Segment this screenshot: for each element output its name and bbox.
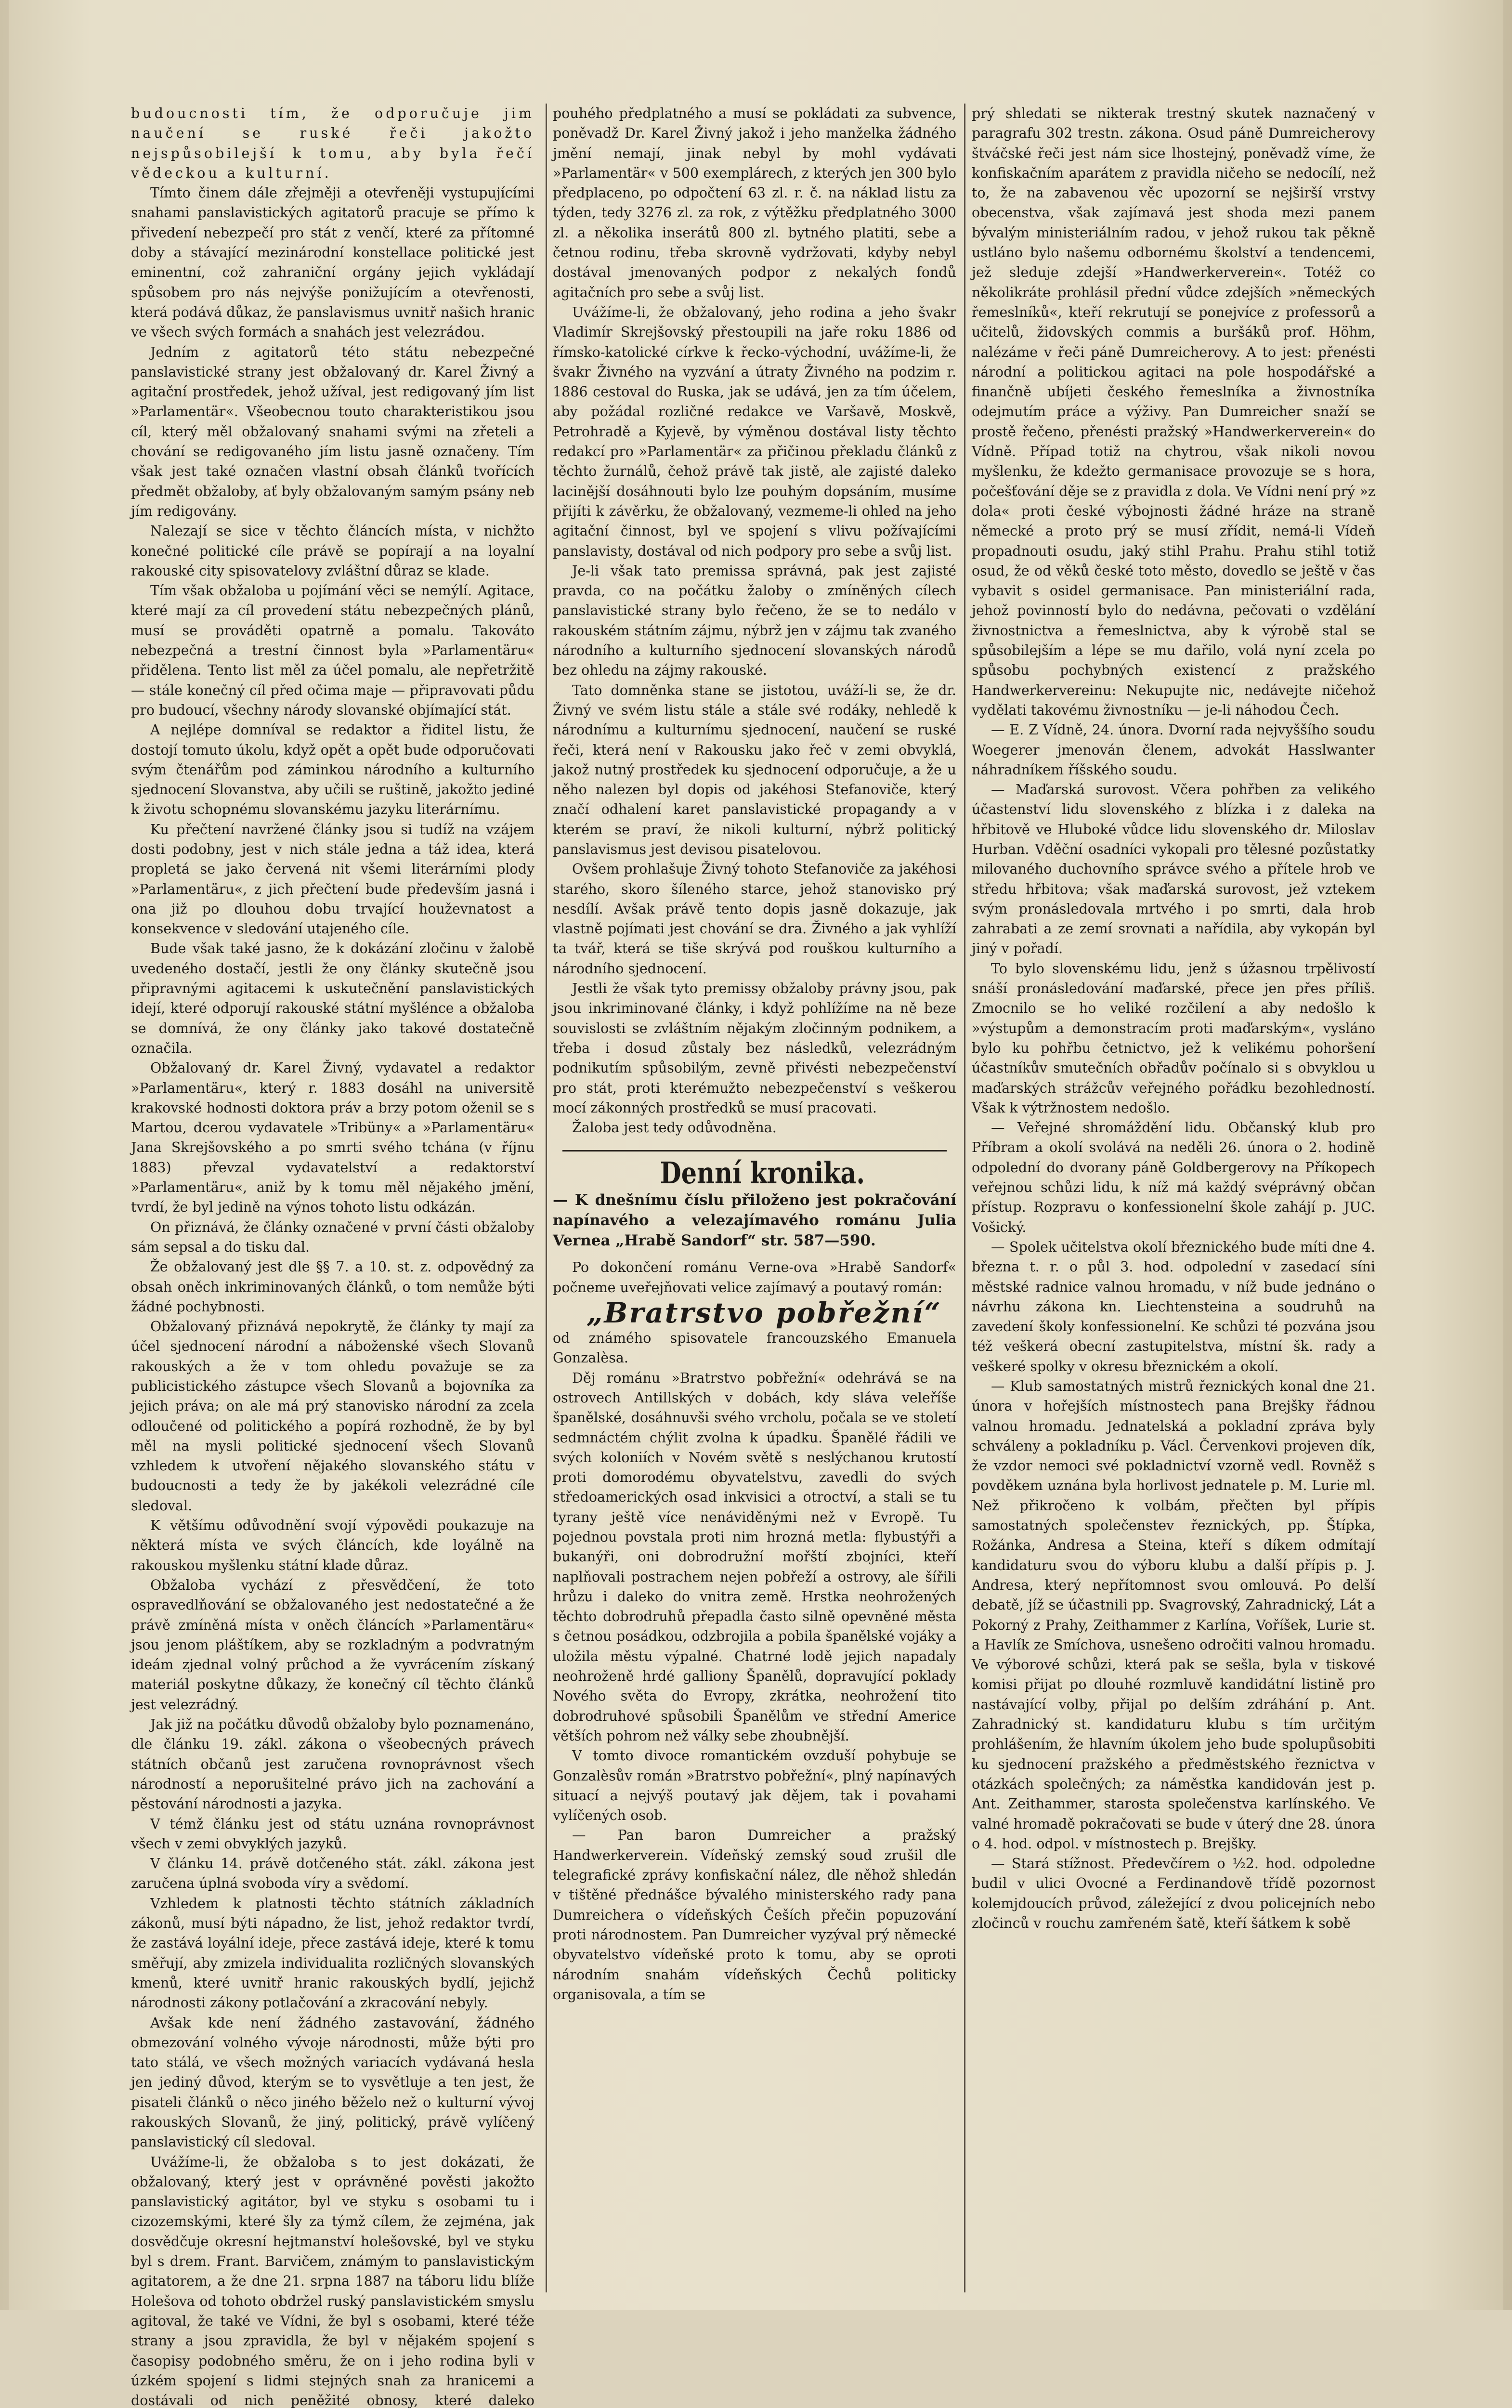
- paragraph: Bude však také jasno, že k dokázání zločinu v žalobě uvedeného dostačí, jestli že ony články skutečně jsou připravnými agitacemi k uskutečnění panslavistických idejí, které odporují rakouské státní myšlénce a obžaloba se domnívá, že ony články jako takové dostatečně označila.: [131, 941, 534, 1056]
- section-divider: [562, 1150, 947, 1152]
- paragraph: Vzhledem k platnosti těchto státních základních zákonů, musí býti nápadno, že list, jehož redaktor tvrdí, že zastává loyální ideje, přece zastává ideje, které k tomu směřují, aby zmizela individualita rozličných slovanských kmenů, které uvnitř hranic rakouských bydlí, jejichž národnosti zákony potlačování a zkracování nebyly.: [131, 1895, 534, 2011]
- paragraph: Uvážíme-li, že obžalovaný, jeho rodina a jeho švakr Vladimír Skrejšovský přestoupili na jaře roku 1886 od římsko-katolické církve k řecko-východní, uvážíme-li, že švakr Živného na vyzvání a útraty Živného na podzim r. 1886 cestoval do Ruska, jak se udává, jen za tím účelem, aby požádal rozličné redakce ve Varšavě, Moskvě, Petrohradě a Kyjevě, by výměnou dostával listy těchto redakcí pro »Parlamentär« za přičinou překladu článků z těchto žurnálů, čehož právě tak jistě, ale zajisté daleko lacinější dosáhnouti bylo lze pouhým dopsáním, musíme přijíti k závěrku, že obžalovaný, vezmeme-li ohled na jeho agitační činnost, byl ve spojení s vlivu požívajícími panslavisty, dostával od nich podpory pro sebe a svůj list.: [553, 304, 956, 559]
- paragraph: — Veřejné shromáždění lidu. Občanský klub pro Příbram a okolí svolává na neděli 26. února o 2. hodině odpolední do dvorany páně Goldbergerovy na Příkopech veřejnou schůzi lidu, k níž má každý svéprávný občan přístup. Rozpravu o konfessionelní škole zahájí p. JUC. Vošický.: [972, 1120, 1375, 1235]
- paragraph: Po dokončení románu Verne-ova »Hrabě Sandorf« počneme uveřejňovati velice zajímavý a poutavý román:: [553, 1259, 956, 1296]
- page-edge: [1503, 0, 1512, 2310]
- paragraph: — Pan baron Dumreicher a pražský Handwerkerverein. Vídeňský zemský soud zrušil dle telegrafické zprávy konfiskační nález, dle něhož shledán v tištěné přednášce bývalého ministerského rady pana Dumreichera o vídeňských Češích přečin popuzování proti národnostem. Pan Dumreicher vyzýval prý německé obyvatelstvo vídeňské proto k tomu, aby se oproti národním snahám vídeňských Čechů politicky organisovala, a tím se: [553, 1827, 956, 2002]
- novel-title: „Bratrstvo pobřežní“: [587, 1296, 942, 1330]
- paragraph: — E. Z Vídně, 24. února. Dvorní rada nejvyššího soudu Woegerer jmenován členem, advokát Hasslwanter náhradníkem říšského soudu.: [972, 722, 1375, 778]
- paragraph: Je-li však tato premissa správná, pak jest zajisté pravda, co na počátku žaloby o zmíněných cílech panslavistické strany bylo řečeno, že se to nedálo v rakouském státním zájmu, nýbrž jen v zájmu tak zvaného národního a kulturního sjednocení slovanských národů bez ohledu na zájmy rakouské.: [553, 563, 956, 679]
- paragraph: Žaloba jest tedy odůvodněna.: [572, 1120, 777, 1136]
- paragraph: Ovšem prohlašuje Živný tohoto Stefanoviče za jakéhosi starého, skoro šíleného starce, jehož stanovisko prý nesdílí. Avšak právě tento dopis jasně dokazuje, jak vlastně pojímati jest chování se dra. Živného a jak vyhlíží ta tvář, která se tiše skrývá pod rouškou kulturního a národního sjednocení.: [553, 861, 956, 977]
- page-edge: [0, 0, 9, 2310]
- paragraph: Tímto činem dále zřejměji a otevřeněji vystupujícími snahami panslavistických agitatorů pracuje se přímo k přivedení nebezpečí pro stát z venčí, které za přítomné doby a stávající mezinárodní konstellace politické jest eminentní, což zahraniční orgány jejich vykládají spůsobem pro nás nejvýše ponižujícím a otevřenosti, která podává důkaz, že panslavismus uvnitř našich hranic ve všech svých formách a snahách jest velezrádou.: [131, 185, 534, 340]
- paragraph: V článku 14. právě dotčeného stát. zákl. zákona jest zaručena úplná svoboda víry a svědomí.: [131, 1856, 534, 1892]
- paragraph: Ku přečtení navržené články jsou si tudíž na vzájem dosti podobny, jest v nich stále jedna a táž idea, která propletá se jako červená nit všemi literárními plody »Parlamentäru«, z jich přečtení bude především jasná i ona již po dlouhou dobu trvající houževnatost a konsekvence v sledování utajeného cíle.: [131, 821, 534, 937]
- paragraph: — Spolek učitelstva okolí březnického bude míti dne 4. března t. r. o půl 3. hod. odpolední v zasedací síni městské radnice valnou hromadu, v níž bude jednáno o návrhu zákona kn. Liechtensteina a soudruhů na zavedení školy konfessionelní. Ke schůzi té pozvána jsou též veškerá obecní zastupitelstva, místní šk. rady a veškeré spolky v okresu březnickém a okolí.: [972, 1239, 1375, 1374]
- paragraph: budoucnosti tím, že odporučuje jim naučení se ruské řeči jakožto nejspůsobilejší k tomu, aby byla řečí vědeckou a kulturní.: [131, 105, 534, 181]
- paragraph: — Stará stížnost. Předevčírem o ½2. hod. odpoledne budil v ulici Ovocné a Ferdinandově třídě pozornost kolemjdoucích průvod, záležející z dvou policejních nebo zločinců v rouchu zamřeném šatě, kteří šátkem k sobě: [972, 1856, 1375, 1932]
- paragraph: Avšak kde není žádného zastavování, žádného obmezování volného vývoje národnosti, může býti pro tato stálá, ve všech možných variacích vydávaná hesla jen jediný důvod, kterým se to vysvětluje a ten jest, že pisateli článků o něco jiného běželo než o kulturní vývoj rakouských Slovanů, že jiný, politický, právě vylíčený panslavistický cíl sledoval.: [131, 2015, 534, 2150]
- paragraph: V témž článku jest od státu uznána rovnoprávnost všech v zemi obvyklých jazyků.: [131, 1816, 534, 1852]
- paragraph: V tomto divoce romantickém ovzduší pohybuje se Gonzalèsův román »Bratrstvo pobřežní«, plný napínavých situací a nejvýš poutavý jak dějem, tak i povahami vylíčených osob.: [553, 1748, 956, 1824]
- paragraph: od známého spisovatele francouzského Emanuela Gonzalèsa.: [553, 1330, 956, 1366]
- column-2: [553, 104, 956, 2292]
- column-3: [972, 104, 1375, 2292]
- paragraph: pouhého předplatného a musí se pokládati za subvence, poněvadž Dr. Karel Živný jakož i jeho manželka žádného jmění nemají, jinak nebyl by mohl vydávati »Parlamentär« v 500 exemplárech, z kterých jen 300 bylo předplaceno, po odpočtení 63 zl. r. č. na náklad listu za týden, tedy 3276 zl. za rok, z výtěžku předplatného 3000 zl. a několika inserátů 800 zl. bytného platiti, sebe a četnou rodinu, třeba skrovně vydržovati, kdyby nebyl dostával jmenovaných podpor z nekalých fondů agitačních pro sebe a svůj list.: [553, 105, 956, 301]
- paragraph: Děj románu »Bratrstvo pobřežní« odehrává se na ostrovech Antillských v dobách, kdy sláva veleříše španělské, dosáhnuvši svého vrcholu, počala se ve století sedmnáctém chýlit zvolna k úpadku. Španělé řádili ve svých koloniích v Novém světě s neslýchanou krutostí proti domorodému obyvatelstvu, zavedli do svých středoamerických osad inkvisici a otroctví, a stali se tu tyrany ještě více nenáviděnými než v Evropě. Tu pojednou povstala proti nim hrozná metla: flybustýři a bukanýři, oni dobrodružní mořští zbojníci, kteří naplňovali postrachem nejen pobřeží a ostrovy, ale šířili hrůzu i daleko do vnitra země. Hrstka neohrožených těchto dobrodruhů přepadla často silně opevněné města s četnou posádkou, odzbrojila a pobila španělské vojáky a uložila městu výpalné. Chatrné lodě jejich napadaly neohroženě hrdé galliony Španělů, dopravující poklady Nového světa do Evropy, zkrátka, neohrožení tito dobrodruhové spůsobili Španělům ve střední Americe větších pohrom než války sebe zhoubnější.: [553, 1370, 956, 1744]
- paragraph: A nejlépe domníval se redaktor a řiditel listu, že dostojí tomuto úkolu, když opět a opět bude odporučovati svým čtenářům pod záminkou národního a kulturního sjednocení Slovanstva, aby učili se ruštině, jakožto jediné k životu schopnému slovanskému jazyku literárnímu.: [131, 722, 534, 818]
- paragraph: On přiznává, že články označené v první části obžaloby sám sepsal a do tisku dal.: [131, 1219, 534, 1255]
- paragraph: Obžalovaný dr. Karel Živný, vydavatel a redaktor »Parlamentäru«, který r. 1883 dosáhl na universitě krakovské hodnosti doktora práv a brzy potom oženil se s Martou, dcerou vydavatele »Tribüny« a »Parlamentäru« Jana Skrejšovského a po smrti svého tchána (v říjnu 1883) převzal vydavatelství a redaktorství »Parlamentäru«, aniž by k tomu měl nějakého jmění, tvrdí, že byl jedině na výnos tohoto listu odkázán.: [131, 1060, 534, 1216]
- paragraph: — Maďarská surovost. Včera pohřben za velikého účastenství lidu slovenského z blízka i z daleka na hřbitově ve Hluboké vůdce lidu slovenského dr. Miloslav Hurban. Vděční osadníci vykopali pro tělesné pozůstatky milovaného duchovního správce svého a přítele hrob ve středu hřbitova; však maďarská surovost, jež vztekem svým pronásledovala mrtvého i po smrti, dala hrob zahrabati a ze zemí srovnati a nařídila, aby vykopán byl jiný v pořadí.: [972, 782, 1375, 957]
- column-1: [131, 104, 534, 2408]
- section-heading: Denní kronika.: [660, 1155, 865, 1191]
- column-rule: [964, 104, 965, 2292]
- paragraph: Nalezají se sice v těchto článcích místa, v nichžto konečné politické cíle právě se popírají a na loyalní rakouské city spisovatelovy zvláštní důraz se klade.: [131, 523, 534, 579]
- paragraph: prý shledati se nikterak trestný skutek naznačený v paragrafu 302 trestn. zákona. Osud páně Dumreicherovy štváčské řeči jest nám sice lhostejný, poněvadž víme, že konfiskačním aparátem z pravidla ničeho se nedocílí, než to, že na zabavenou věc upozorní se nejširší vrstvy obecenstva, však zajímavá jest shoda mezi panem bývalým ministeriálním radou, v jehož rukou tak pěkně ustláno bylo našemu odbornému školství a tendencemi, jež sleduje zdejší »Handwerkerverein«. Totéž co několikráte prohlásil přední vůdce zdejších »německých řemeslníků«, kteří rekrutují se ponejvíce z professorů a učitelů, židovských commis a buršáků prof. Höhm, nalézáme v řeči páně Dumreicherovy. A to jest: přenésti národní a politickou agitaci na pole hospodářské a finančně ubíjeti českého řemeslníka a živnostníka odejmutím práce a výživy. Pan Dumreicher snaží se prostě řečeno, přenésti pražský »Handwerkerverein« do Vídně. Případ totiž na chytrou, však nikoli novou myšlenku, že kdežto germanisace provozuje se s hora, počešťování děje se z pravidla z dola. Ve Vídni není prý »z dola« proti české výbojnosti žádné hráze na straně německé a proto prý se musí zřídit, nemá-li Vídeň propadnouti osudu, jaký stihl Prahu. Prahu stihl totiž osud, že od věků české toto město, dovedlo se ještě v čas vybavit s osidel germanisace. Pan ministeriální rada, jehož povinností bylo do nedávna, pečovati o vzdělání živnostnictva a řemeslnictva, aby k výrobě stal se spůsobilejším a lépe se mu dařilo, volá nyní zcela po spůsobu pochybných existencí z pražského Handwerkervereinu: Nekupujte nic, nedávejte ničehož vydělati takovému živnostníku — je-li náhodou Čech.: [972, 105, 1375, 718]
- paragraph: Jedním z agitatorů této státu nebezpečné panslavistické strany jest obžalovaný dr. Karel Živný a agitační prostředek, jehož užíval, jest redigovaný jím list »Parlamentär«. Všeobecnou touto charakteristikou jsou cíl, který měl obžalovaný snahami svými na zřeteli a chování se redigovaného jím listu jasně označeny. Tím však jest také označen vlastní obsah článků tvořících předmět obžaloby, ať byly obžalovaným samým psány neb jím redigovány.: [131, 344, 534, 519]
- paragraph: To bylo slovenskému lidu, jenž s úžasnou trpělivostí snáší pronásledování maďarské, přece jen přes příliš. Zmocnilo se ho veliké rozčilení a aby nedošlo k »výstupům a demonstracím proti maďarským«, vysláno bylo ku pohřbu četnictvo, jež k velikému pohoršení účastníkův smutečních obřadův počínalo si s obvyklou u maďarských strážcův veřejného pořádku bezohledností. Však k výtržnostem nedošlo.: [972, 960, 1375, 1116]
- supplement-notice: — K dnešnímu číslu přiloženo jest pokračování napínavého a velezajímavého románu Julia Vernea „Hrabě Sandorf“ str. 587—590.: [553, 1191, 956, 1250]
- paragraph: Uvážíme-li, že obžaloba s to jest dokázati, že obžalovaný, který jest v oprávněné pověsti jakožto panslavistický agitátor, byl ve styku s osobami tu i cizozemskými, které šly za týmž cílem, že zejména, jak dosvědčuje okresní hejtmanství holešovské, byl ve styku byl s drem. Frant. Barvičem, známým to panslavistickým agitatorem, a že dne 21. srpna 1887 na táboru lidu blíže Holešova od tohoto obdržel ruský panslavistickém smyslu agitoval, že také ve Vídni, že byl s osobami, které téže strany a jsou zpravidla, že byl v nějakém spojení s časopisy podobného směru, že on i jeho rodina byli v úzkém spojení s lidmi stejných snah za hranicemi a dostávali od nich peněžité obnosy, které daleko: [131, 2154, 534, 2408]
- paragraph: K většímu odůvodnění svojí výpovědi poukazuje na některá místa ve svých článcích, kde loyálně na rakouskou myšlenku státní klade důraz.: [131, 1518, 534, 1573]
- paragraph: Tím však obžaloba u pojímání věci se nemýlí. Agitace, které mají za cíl provedení státu nebezpečných plánů, musí se prováděti opatrně a pomalu. Takováto nebezpečná a trestní činnost byla »Parlamentäru« přidělena. Tento list měl za účel pomalu, ale nepřetržitě — stále konečný cíl před očima maje — připravovati půdu pro budoucí, všechny národy slovanské objímající stát.: [131, 583, 534, 718]
- paragraph: Tato domněnka stane se jistotou, uváží-li se, že dr. Živný ve svém listu stále a stále své rodáky, nehledě k národnímu a kulturnímu sjednocení, naučení se ruské řeči, která není v Rakousku jako řeč v zemi obvyklá, jakož nutný prostředek ku sjednocení odporučuje, a že u něho nalezen byl dopis od jakéhosi Stefanoviče, který značí odhalení karet panslavistické propagandy a v kterém se praví, že nikoli kulturní, nýbrž politický panslavismus jest devisou pisatelovou.: [553, 682, 956, 857]
- paragraph: Obžalovaný přiznává nepokrytě, že články ty mají za účel sjednocení národní a náboženské všech Slovanů rakouských a že v tom ohledu považuje se za publicistického zástupce všech Slovanů a bojovníka za jejich práva; on ale má prý stanovisko národní za zcela odloučené od politického a popírá rozhodně, že by byl měl na mysli politické sjednocení všech Slovanů vzhledem k utvoření nějakého slovanského státu v budoucnosti a tedy že by jakékoli velezrádné cíle sledoval.: [131, 1319, 534, 1514]
- paragraph: Obžaloba vychází z přesvědčení, že toto ospravedlňování se obžalovaného jest nedostatečné a že právě zmíněná místa v oněch článcích »Parlamentäru« jsou jenom pláštíkem, aby se rozkladným a podvratným ideám zjednal volný průchod a že vyvrácením získaný materiál poskytne důkazy, že konečný cíl těchto článků jest velezrádný.: [131, 1577, 534, 1713]
- paragraph: Že obžalovaný jest dle §§ 7. a 10. st. z. odpovědný za obsah oněch inkriminovaných článků, o tom nemůže býti žádné pochybnosti.: [131, 1259, 534, 1315]
- column-rule: [546, 104, 547, 2292]
- paragraph: Jak již na počátku důvodů obžaloby bylo poznamenáno, dle článku 19. zákl. zákona o všeobecných právech státních občanů jest zaručena rovnoprávnost všech národností a neporušitelné právo jich na zachování a pěstování národnosti a jazyka.: [131, 1716, 534, 1812]
- paragraph: — Klub samostatných mistrů řeznických konal dne 21. února v hořejších místnostech pana Brejšky řádnou valnou hromadu. Jednatelská a pokladní zpráva byly schváleny a pokladníku p. Václ. Červenkovi projeven dík, že vzdor nemoci své pokladnictví vzorně vedl. Rovněž s povděkem uznána byla horlivost jednatele p. M. Lurie ml. Než přikročeno k volbám, přečten byl přípis samostatných společenstev řeznických, pp. Štípka, Rožánka, Andresa a Steina, kteří s díkem odmítají kandidaturu svou do výboru klubu a další přípis p. J. Andresa, který nepřítomnost svou omlouvá. Po delší debatě, jíž se účastnili pp. Svagrovský, Zahradnický, Lát a Pokorný z Prahy, Zeithammer z Karlína, Voříšek, Lurie st. a Havlík ze Smíchova, usnešeno odročiti valnou hromadu. Ve výborové schůzi, která pak se sešla, byla v tiskové komisi přijat po dlouhé rozmluvě kandidátní listině pro nastávající volby, přijal po delším zdráhání p. Ant. Zahradnický st. kandidaturu klubu s tím určitým prohlášením, že hlavním úkolem jeho bude spolupůsobiti ku sjednocení pražského a předměstského řeznictva v otázkách společných; za náměstka kandidován jest p. Ant. Zeithammer, starosta společenstva karlínského. Ve valné hromadě pokračovati se bude v úterý dne 28. února o 4. hod. odpol. v místnostech p. Brejšky.: [972, 1378, 1375, 1852]
- paragraph: Jestli že však tyto premissy obžaloby právny jsou, pak jsou inkriminované články, i když pohlížíme na ně beze souvislosti se zvláštním nějakým zločinným podnikem, a třeba i dosud zůstaly bez následků, velezrádným podnikutím spůsobilým, zevně přivésti nebezpečenství pro stát, proti kterémužto nebezpečenství s veškerou mocí zákonných prostředků se musí pracovati.: [553, 981, 956, 1116]
